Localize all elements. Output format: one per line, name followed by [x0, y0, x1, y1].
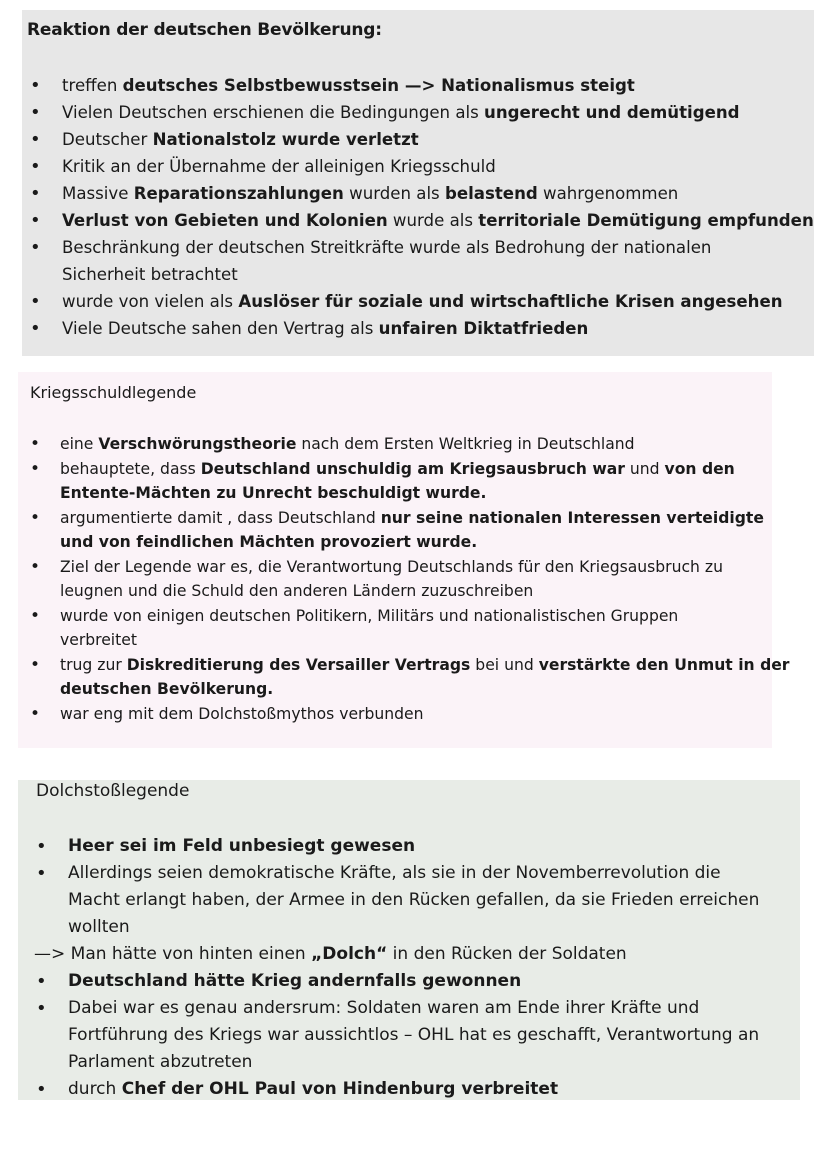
text: argumentierte damit , dass Deutschland	[60, 508, 381, 527]
bold-text: verstärkte den Unmut in der deutschen Bevölkerung.	[60, 655, 790, 698]
bold-text: Heer sei im Feld unbesiegt gewesen	[68, 836, 416, 856]
text: Allerdings seien demokratische Kräfte, als sie in der Novemberrevolution die Macht erlangt haben, der Armee in den Rücken gefallen, da sie Frieden erreichen wollten	[68, 863, 760, 937]
bold-text: deutsches Selbstbewusstsein —> Nationalismus steigt	[122, 76, 635, 95]
list-item	[28, 234, 814, 288]
bold-text: Chef der OHL Paul von Hindenburg verbreitet	[121, 1079, 559, 1099]
text: —> Man hätte von hinten einen	[34, 944, 312, 964]
text: trug zur	[60, 655, 127, 674]
bullet-icon: •	[30, 129, 41, 150]
list-item	[28, 126, 814, 153]
list-item	[28, 99, 814, 126]
text: eine	[60, 435, 99, 453]
list-item	[30, 604, 790, 653]
section-title: Reaktion der deutschen Bevölkerung:	[27, 20, 382, 40]
section-title: Kriegsschuldlegende	[30, 383, 197, 402]
text: durch	[68, 1079, 122, 1099]
bullet-icon: •	[30, 102, 41, 123]
text: Ziel der Legende war es, die Verantwortung Deutschlands für den Kriegsausbruch zu leugnen und die Schuld den anderen Ländern zuzuschreiben	[60, 557, 723, 600]
list-item	[30, 653, 790, 702]
bullet-icon: •	[30, 291, 41, 312]
text: wurde von vielen als	[62, 292, 239, 311]
bold-text: Diskreditierung des Versailler Vertrags	[126, 655, 471, 674]
bullet-icon: •	[30, 434, 41, 454]
bullet-icon: •	[36, 863, 47, 884]
text: Massive	[62, 184, 134, 203]
text: nach dem Ersten Weltkrieg in Deutschland	[296, 435, 635, 453]
bold-text: „Dolch“	[311, 944, 388, 964]
text: wurde als	[387, 211, 479, 230]
list-item	[34, 1076, 759, 1103]
text: und	[624, 459, 665, 478]
bullet-icon: •	[36, 971, 47, 992]
text: war eng mit dem Dolchstoßmythos verbunden	[60, 704, 424, 723]
bold-text: Verschwörungstheorie	[98, 435, 297, 453]
section-kriegsschuldlegende	[18, 372, 790, 748]
bold-text: belastend	[444, 184, 538, 203]
bullet-icon: •	[36, 998, 47, 1019]
bullet-list	[30, 432, 790, 726]
list-item	[28, 315, 814, 342]
bold-text: Deutschland unschuldig am Kriegsausbruch war	[200, 459, 625, 478]
bullet-icon: •	[30, 156, 41, 177]
bold-text: von den Entente-Mächten zu Unrecht beschuldigt wurde.	[60, 459, 735, 502]
bold-text: Nationalstolz wurde verletzt	[152, 130, 419, 149]
bold-text: Verlust von Gebieten und Kolonien	[62, 211, 388, 230]
text: behauptete, dass	[60, 459, 201, 478]
bullet-icon: •	[30, 556, 41, 577]
bullet-icon: •	[30, 75, 41, 96]
bullet-icon: •	[30, 654, 41, 675]
text: in den Rücken der Soldaten	[387, 944, 627, 964]
text: Dabei war es genau andersrum: Soldaten waren am Ende ihrer Kräfte und Fortführung des Kriegs war aussichtlos – OHL hat es geschafft, Verantwortung an Parlament abzutreten	[68, 998, 760, 1072]
list-item	[28, 180, 814, 207]
bold-text: nur seine nationalen Interessen verteidigte und von feindlichen Mächten provoziert wurde.	[60, 508, 764, 551]
text: wahrgenommen	[537, 184, 679, 203]
bullet-list	[34, 833, 759, 1103]
bullet-icon: •	[30, 458, 41, 479]
list-item	[34, 860, 759, 941]
bullet-icon: •	[30, 237, 41, 258]
list-item	[34, 833, 759, 860]
bullet-list	[28, 72, 814, 342]
list-item	[30, 432, 790, 457]
bullet-icon: •	[36, 836, 47, 857]
list-item	[30, 555, 790, 604]
bullet-icon: •	[30, 318, 41, 339]
bold-text: Auslöser für soziale und wirtschaftliche Krisen angesehen	[238, 292, 783, 311]
section-reaktion	[22, 10, 814, 356]
list-item	[34, 941, 759, 968]
text: Beschränkung der deutschen Streitkräfte wurde als Bedrohung der nationalen Sicherheit betrachtet	[62, 238, 712, 284]
bold-text: unfairen Diktatfrieden	[378, 319, 589, 338]
list-item	[34, 995, 759, 1076]
list-item	[28, 288, 814, 315]
text: wurden als	[343, 184, 445, 203]
bold-text: Reparationszahlungen	[133, 184, 344, 203]
bullet-icon: •	[30, 183, 41, 204]
text: Viele Deutsche sahen den Vertrag als	[62, 319, 379, 338]
list-item	[34, 968, 759, 995]
section-dolchstosslegende	[18, 780, 800, 1100]
bullet-icon: •	[30, 507, 41, 528]
text: Deutscher	[62, 130, 153, 149]
list-item	[30, 457, 790, 506]
list-item	[28, 153, 814, 180]
list-item	[28, 207, 814, 234]
bold-text: Deutschland hätte Krieg andernfalls gewonnen	[68, 971, 522, 991]
list-item	[28, 72, 814, 99]
section-title: Dolchstoßlegende	[36, 781, 190, 801]
list-item	[30, 702, 790, 727]
bullet-icon: •	[30, 210, 41, 231]
bold-text: ungerecht und demütigend	[484, 103, 740, 122]
bullet-icon: •	[30, 605, 41, 626]
bold-text: territoriale Demütigung empfunden	[478, 211, 814, 230]
text: bei und	[470, 655, 539, 674]
list-item	[30, 506, 790, 555]
text: treffen	[62, 76, 123, 95]
text: Vielen Deutschen erschienen die Bedingungen als	[62, 103, 485, 122]
text: Kritik an der Übernahme der alleinigen Kriegsschuld	[62, 157, 496, 176]
bullet-icon: •	[30, 703, 41, 724]
bullet-icon: •	[36, 1079, 47, 1100]
text: wurde von einigen deutschen Politikern, Militärs und nationalistischen Gruppen verbreitet	[60, 606, 679, 649]
